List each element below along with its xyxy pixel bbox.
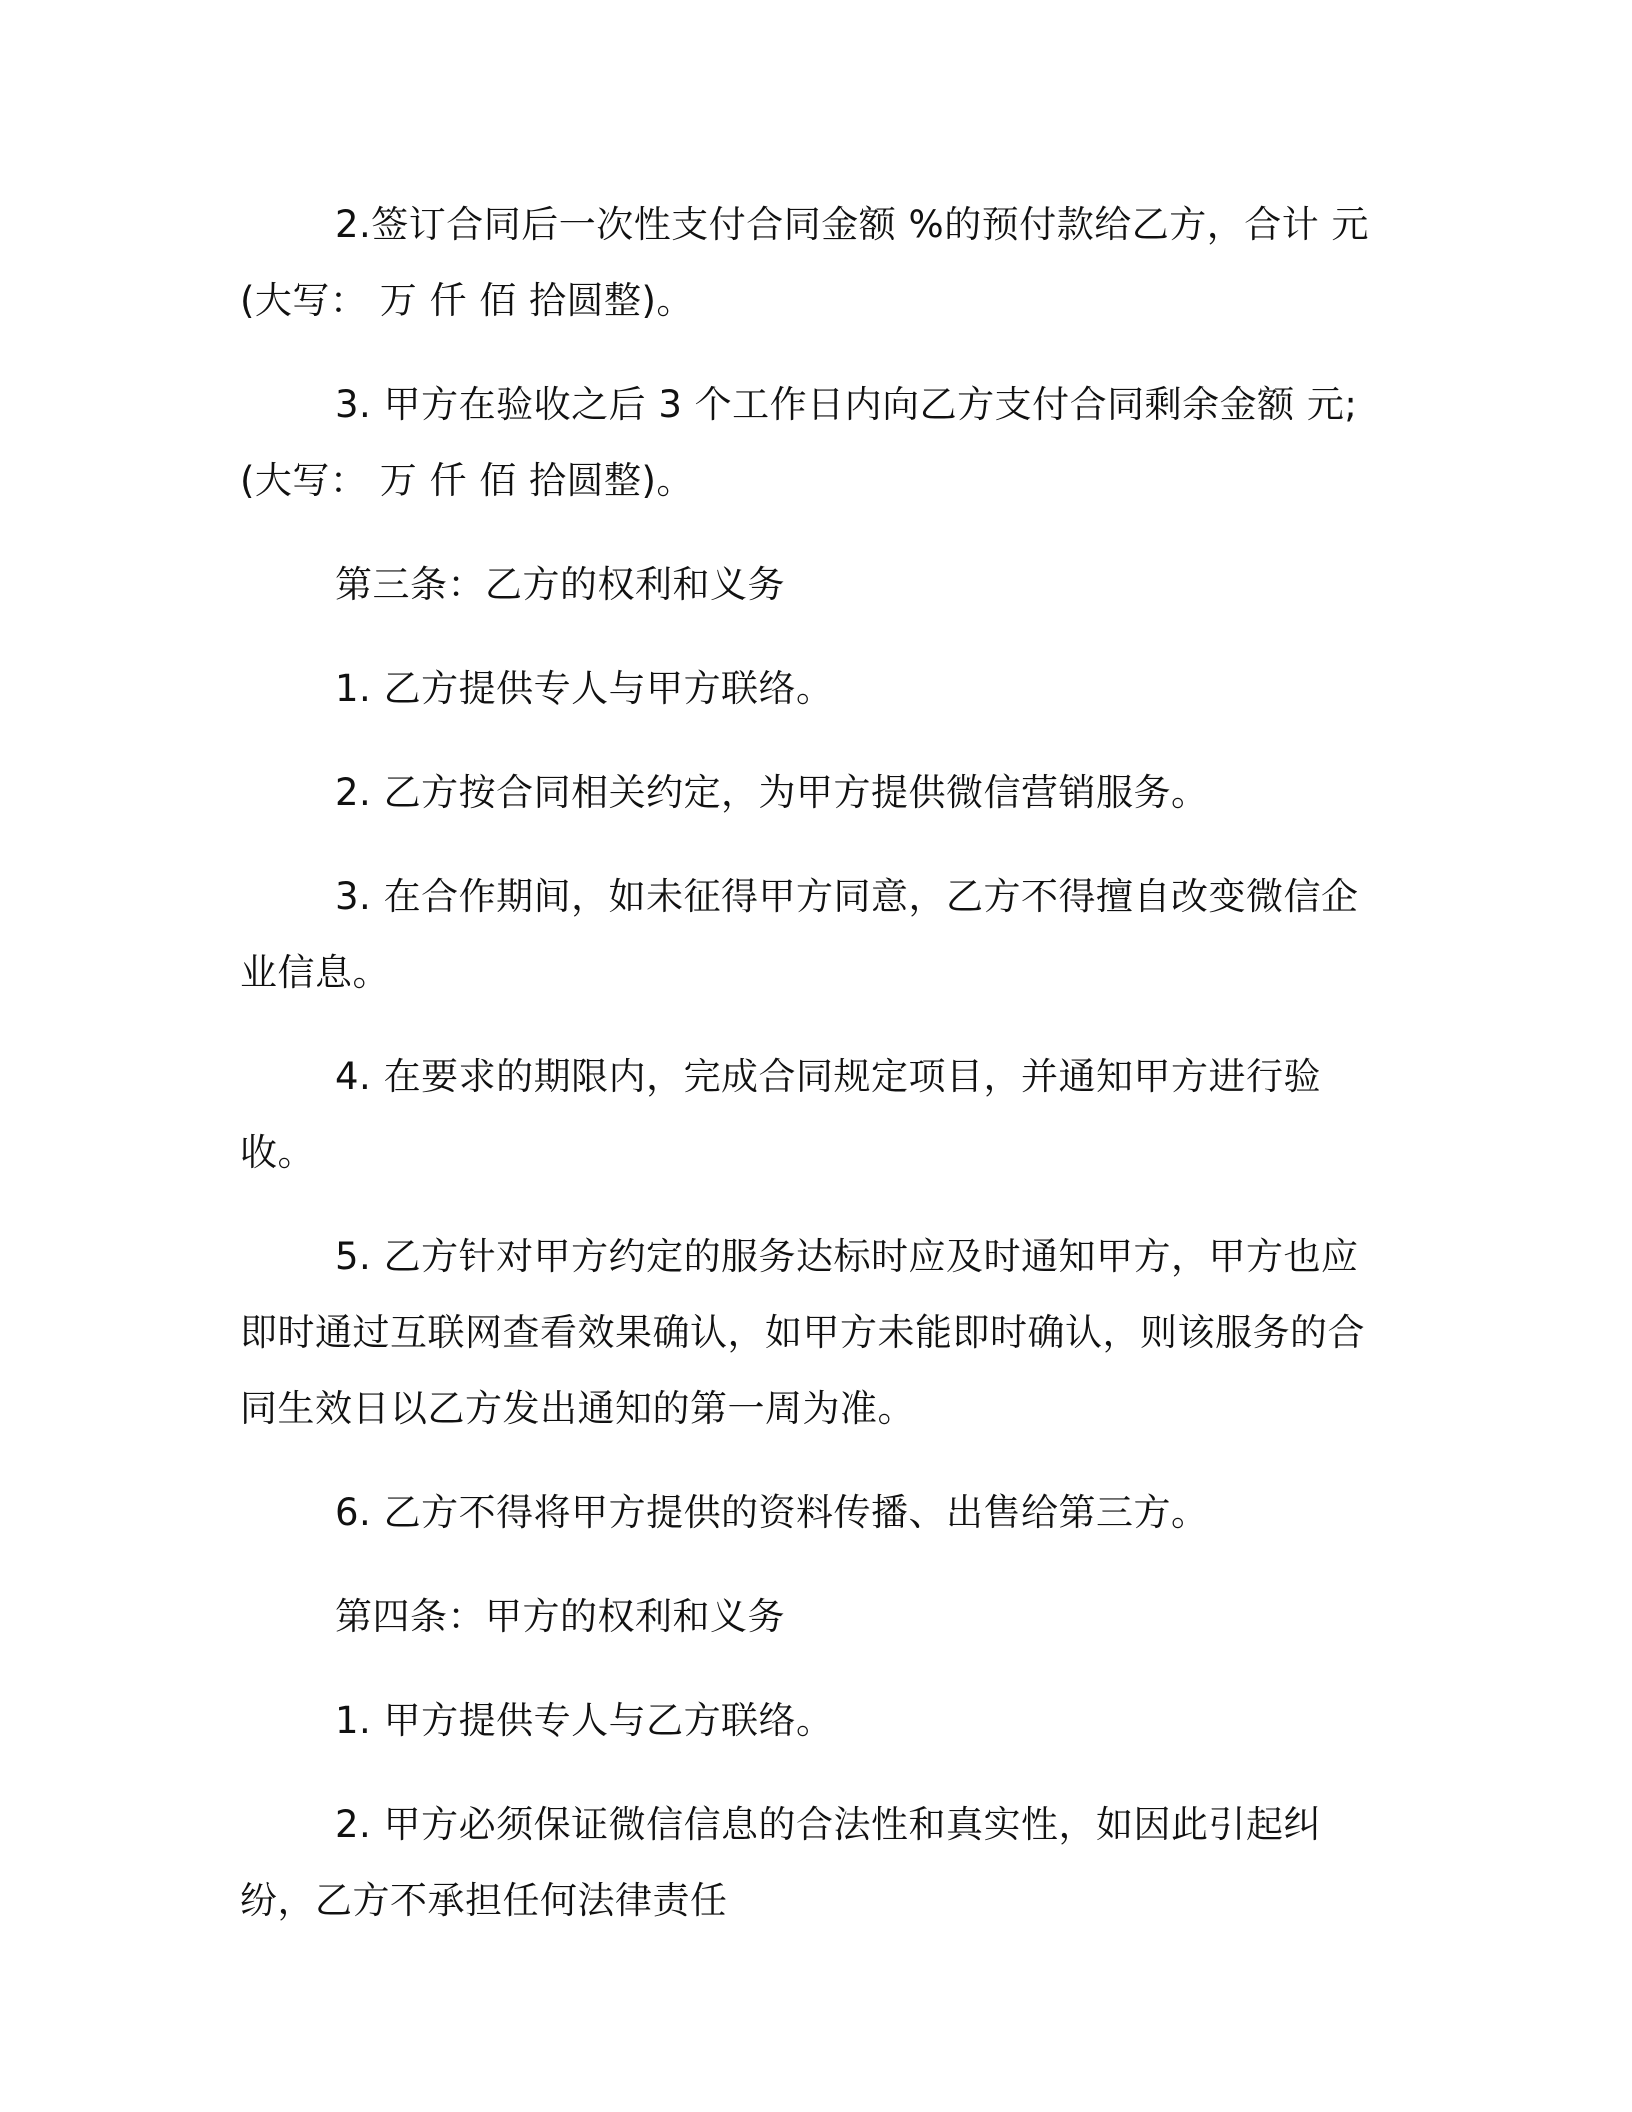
paragraph-b-item-5: 5. 乙方针对甲方约定的服务达标时应及时通知甲方，甲方也应即时通过互联网查看效果确认，如甲方未能即时确认，则该服务的合同生效日以乙方发出通知的第一周为准。: [240, 1235, 1365, 1430]
paragraph-b-item-6: 6. 乙方不得将甲方提供的资料传播、出售给第三方。: [335, 1491, 1209, 1534]
paragraph-b-item-1: 1. 乙方提供专人与甲方联络。: [335, 667, 834, 710]
paragraph-b-item-2: 2. 乙方按合同相关约定，为甲方提供微信营销服务。: [335, 771, 1209, 814]
section-heading-party-b-rights: 第三条：乙方的权利和义务: [335, 563, 785, 606]
paragraph-a-item-2: 2. 甲方必须保证微信信息的合法性和真实性，如因此引起纠纷，乙方不承担任何法律责任: [240, 1803, 1322, 1922]
paragraph-b-item-4: 4. 在要求的期限内，完成合同规定项目，并通知甲方进行验收。: [240, 1055, 1322, 1174]
paragraph-a-item-1: 1. 甲方提供专人与乙方联络。: [335, 1699, 834, 1742]
document-body: [240, 187, 1385, 1939]
paragraph-b-item-3: 3. 在合作期间，如未征得甲方同意，乙方不得擅自改变微信企业信息。: [240, 875, 1359, 994]
paragraph-prepayment: 2.签订合同后一次性支付合同金额 %的预付款给乙方，合计 元(大写： 万 仟 佰 拾圆整)。: [240, 203, 1369, 322]
paragraph-final-payment: 3. 甲方在验收之后 3 个工作日内向乙方支付合同剩余金额 元;(大写： 万 仟 佰 拾圆整)。: [240, 383, 1358, 502]
section-heading-party-a-rights: 第四条：甲方的权利和义务: [335, 1595, 785, 1638]
